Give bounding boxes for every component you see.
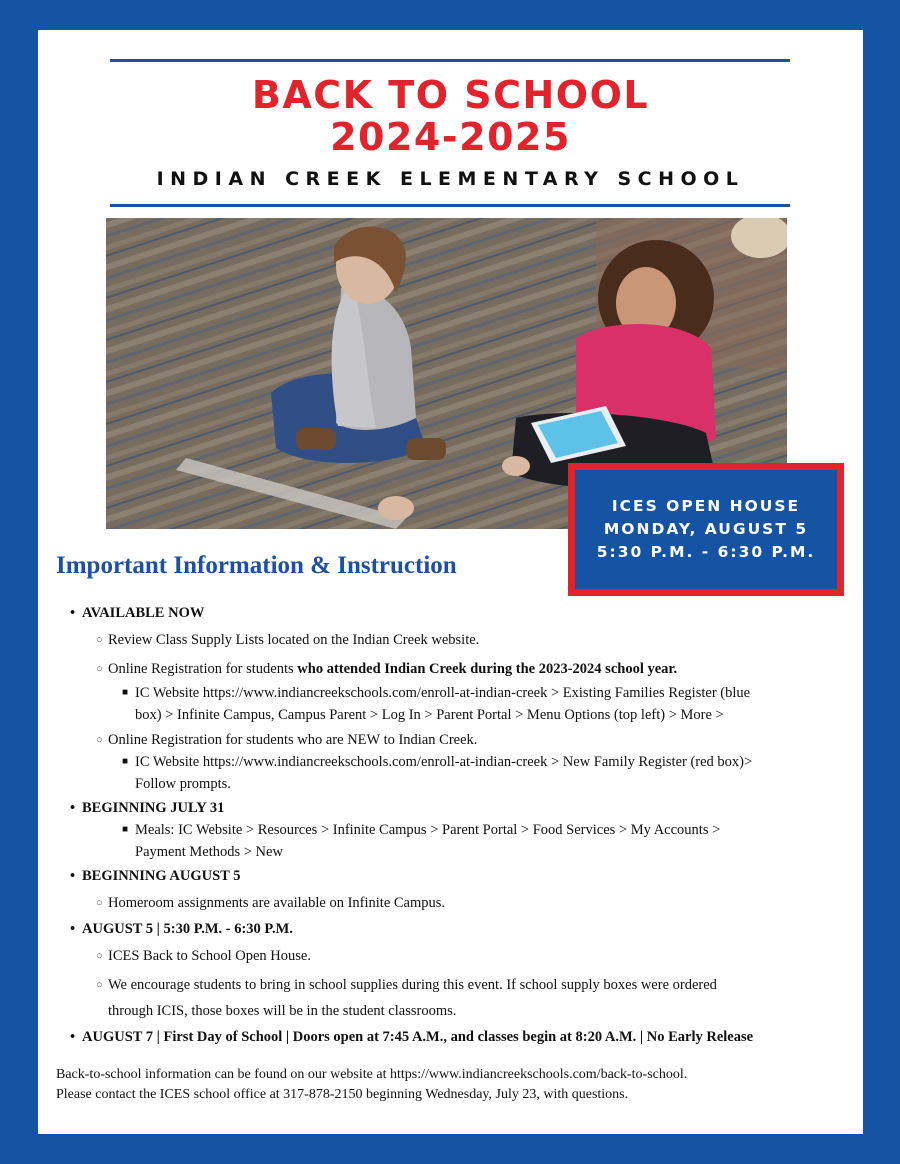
- item-text: BEGINNING AUGUST 5: [82, 868, 241, 884]
- callout-date: MONDAY, AUGUST 5: [603, 520, 809, 538]
- open-house-callout: [568, 463, 844, 596]
- list-item: [68, 627, 848, 653]
- list-item: [68, 682, 848, 726]
- item-text: box) > Infinite Campus, Campus Parent > Log In > Parent Portal > Menu Options (top left) > More >: [135, 707, 724, 723]
- footer-website-line: Back-to-school information can be found on our website at https://www.indiancreekschools.com/back-to-school.: [56, 1067, 688, 1082]
- info-list: [68, 600, 848, 1048]
- bullet-square-icon: ■: [122, 687, 129, 698]
- item-text: BEGINNING JULY 31: [82, 800, 225, 816]
- bullet-circle-icon: ○: [96, 897, 103, 909]
- list-item: [68, 602, 848, 624]
- open-house-callout-inner: [575, 470, 837, 589]
- item-text: Homeroom assignments are available on Infinite Campus.: [108, 895, 446, 911]
- list-item: [68, 819, 848, 863]
- bullet-dot-icon: •: [70, 921, 76, 937]
- item-text: AUGUST 7 | First Day of School | Doors open at 7:45 A.M., and classes begin at 8:20 A.M. | No Early Release: [82, 1029, 754, 1045]
- callout-event: ICES OPEN HOUSE: [611, 497, 801, 515]
- item-text: AUGUST 5 | 5:30 P.M. - 6:30 P.M.: [82, 921, 293, 937]
- list-item: [68, 943, 848, 969]
- section-heading: Important Information & Instruction: [56, 552, 457, 579]
- bottom-divider: [110, 204, 790, 207]
- list-item: [68, 865, 848, 887]
- item-text: AVAILABLE NOW: [82, 605, 205, 621]
- bullet-square-icon: ■: [122, 824, 129, 835]
- callout-time: 5:30 P.M. - 6:30 P.M.: [596, 543, 816, 561]
- list-item: [68, 1026, 848, 1048]
- title-line-2: 2024-2025: [330, 115, 571, 159]
- item-text: Online Registration for students: [108, 661, 298, 677]
- list-item: [68, 797, 848, 819]
- bullet-dot-icon: •: [70, 1029, 76, 1045]
- school-name: INDIAN CREEK ELEMENTARY SCHOOL: [156, 168, 745, 190]
- bullet-dot-icon: •: [70, 800, 76, 816]
- list-item: [68, 890, 848, 916]
- bullet-dot-icon: •: [70, 868, 76, 884]
- item-text: Follow prompts.: [135, 776, 231, 792]
- item-text: ICES Back to School Open House.: [108, 948, 311, 964]
- list-item: [68, 918, 848, 940]
- list-item: [68, 656, 848, 682]
- bullet-circle-icon: ○: [96, 634, 103, 646]
- item-text: Online Registration for students who are NEW to Indian Creek.: [108, 732, 478, 748]
- item-text: Payment Methods > New: [135, 844, 283, 860]
- title-line-1: BACK TO SCHOOL: [251, 73, 650, 117]
- bullet-circle-icon: ○: [96, 734, 103, 746]
- item-text: through ICIS, those boxes will be in the student classrooms.: [108, 1003, 457, 1019]
- bullet-circle-icon: ○: [96, 950, 103, 962]
- top-divider: [110, 59, 790, 62]
- footer-contact-line: Please contact the ICES school office at 317-878-2150 beginning Wednesday, July 23, with questions.: [56, 1087, 629, 1102]
- item-text: IC Website https://www.indiancreekschools.com/enroll-at-indian-creek > Existing Families Register (blue: [135, 685, 751, 701]
- flyer-page: [38, 30, 863, 1134]
- bullet-square-icon: ■: [122, 756, 129, 767]
- item-text: Review Class Supply Lists located on the Indian Creek website.: [108, 632, 480, 648]
- list-item: [68, 729, 848, 751]
- list-item: [68, 751, 848, 795]
- bullet-circle-icon: ○: [96, 979, 103, 991]
- item-text: Meals: IC Website > Resources > Infinite Campus > Parent Portal > Food Services > My Accounts >: [135, 822, 721, 838]
- list-item: [68, 972, 848, 1024]
- bullet-circle-icon: ○: [96, 663, 103, 675]
- item-text: IC Website https://www.indiancreekschools.com/enroll-at-indian-creek > New Family Register (red box)>: [135, 754, 753, 770]
- bullet-dot-icon: •: [70, 605, 76, 621]
- item-text: We encourage students to bring in school supplies during this event. If school supply boxes were ordered: [108, 977, 717, 993]
- item-text-bold: who attended Indian Creek during the 2023-2024 school year.: [297, 661, 678, 677]
- footer: [56, 1065, 846, 1105]
